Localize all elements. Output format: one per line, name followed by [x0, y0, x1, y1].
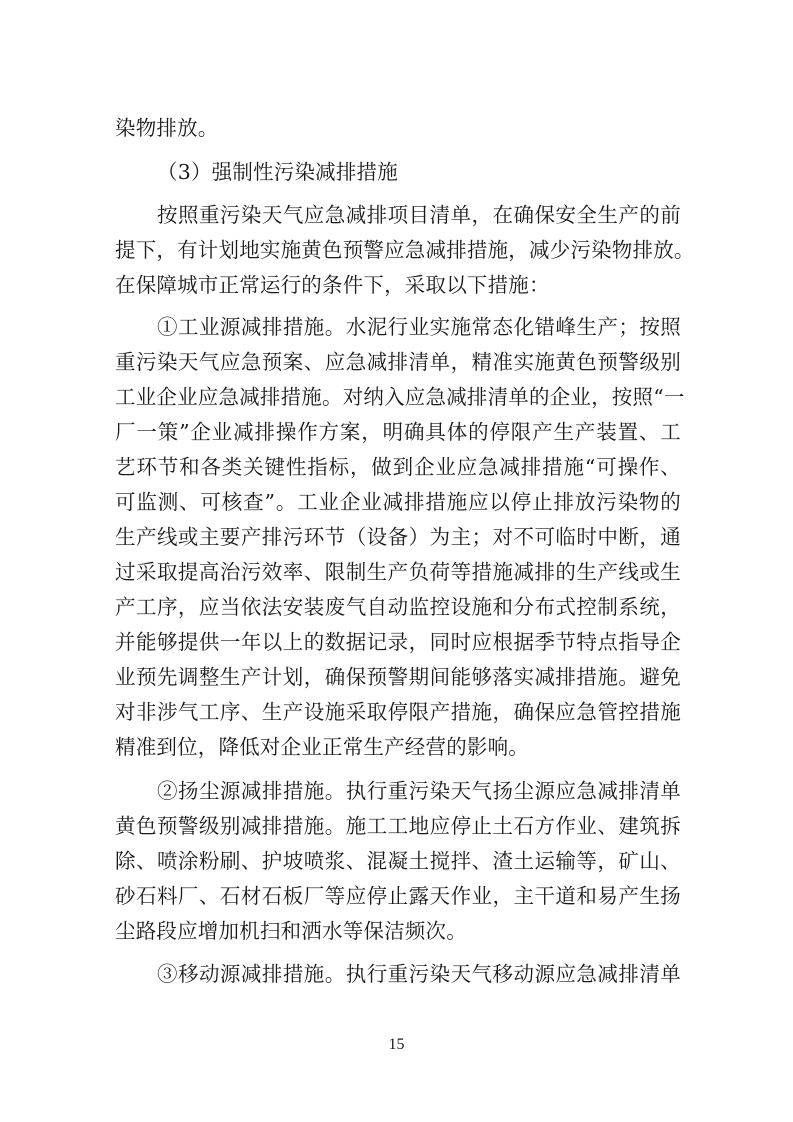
- text-line: 工业企业应急减排措施。对纳入应急减排清单的企业，按照“一: [115, 385, 685, 409]
- text-line: ①工业源减排措施。水泥行业实施常态化错峰生产；按照: [157, 315, 681, 339]
- section-heading: （3）强制性污染减排措施: [157, 160, 398, 184]
- text-line: 在保障城市正常运行的条件下，采取以下措施：: [115, 273, 550, 297]
- text-line: 精准到位，降低对企业正常生产经营的影响。: [115, 735, 529, 759]
- text-line: 产工序，应当依法安装废气自动监控设施和分布式控制系统，: [115, 595, 681, 619]
- text-line: 除、喷涂粉刷、护坡喷浆、混凝土搅拌、渣土运输等，矿山、: [115, 849, 681, 873]
- text-line: 对非涉气工序、生产设施采取停限产措施，确保应急管控措施: [115, 700, 681, 724]
- text-line: 提下，有计划地实施黄色预警应急减排措施，减少污染物排放。: [115, 238, 695, 262]
- text-line: 染物排放。: [115, 116, 219, 140]
- text-line: 并能够提供一年以上的数据记录，同时应根据季节特点指导企: [115, 630, 681, 654]
- text-line: 业预先调整生产计划，确保预警期间能够落实减排措施。避免: [115, 665, 681, 689]
- text-line: 尘路段应增加机扫和洒水等保洁频次。: [115, 919, 467, 943]
- text-line: 生产线或主要产排污环节（设备）为主；对不可临时中断，通: [115, 525, 681, 549]
- text-line: 砂石料厂、石材石板厂等应停止露天作业，主干道和易产生扬: [115, 884, 681, 908]
- text-line: 可监测、可核查”。工业企业减排措施应以停止排放污染物的: [115, 490, 681, 514]
- text-line: 黄色预警级别减排措施。施工工地应停止土石方作业、建筑拆: [115, 814, 681, 838]
- text-line: 厂一策”企业减排操作方案，明确具体的停限产生产装置、工: [115, 420, 681, 444]
- text-line: 重污染天气应急预案、应急减排清单，精准实施黄色预警级别: [115, 350, 681, 374]
- text-line: 过采取提高治污效率、限制生产负荷等措施减排的生产线或生: [115, 560, 681, 584]
- text-line: ②扬尘源减排措施。执行重污染天气扬尘源应急减排清单: [157, 779, 681, 803]
- text-line: ③移动源减排措施。执行重污染天气移动源应急减排清单: [157, 962, 681, 986]
- page-number: 15: [388, 1036, 405, 1053]
- text-line: 按照重污染天气应急减排项目清单，在确保安全生产的前: [157, 203, 681, 227]
- text-line: 艺环节和各类关键性指标，做到企业应急减排措施“可操作、: [115, 455, 681, 479]
